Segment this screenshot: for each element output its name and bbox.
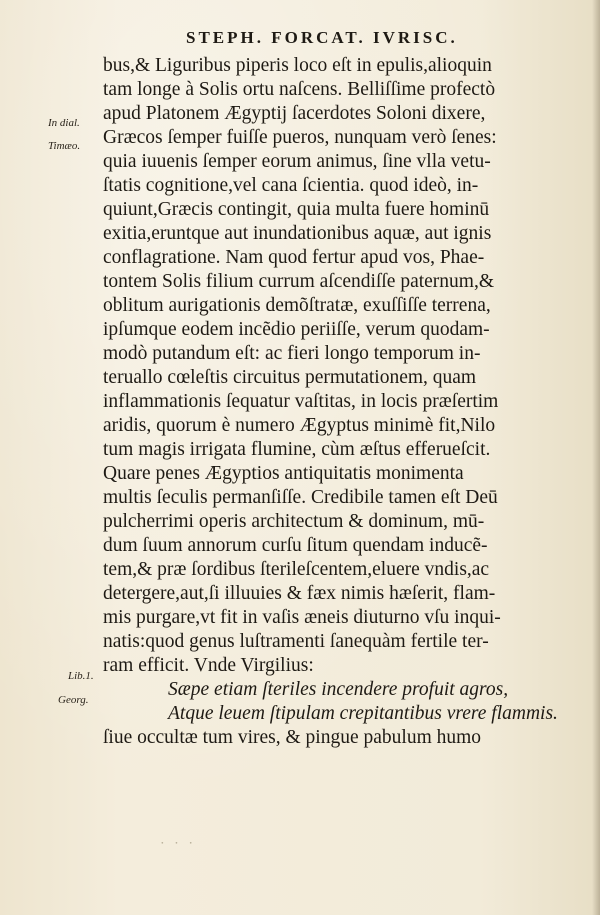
- text-line: quia iuuenis ſemper eorum animus, ſine vlla vetu-: [103, 151, 491, 172]
- text-line: tum magis irrigata flumine, cùm æſtus efferueſcit.: [103, 439, 491, 460]
- text-line: dum ſuum annorum curſu ſitum quendam inducẽ-: [103, 535, 488, 556]
- text-line: ram efficit. Vnde Virgilius:: [103, 655, 314, 676]
- text-line: detergere,aut,ſi illuuies & fæx nimis hæſerit, flam-: [103, 583, 496, 604]
- page-edge-shadow: [592, 0, 600, 915]
- margin-note: In dial.: [48, 117, 80, 129]
- show-through-marks: · · ·: [160, 834, 196, 849]
- text-line: exitia,eruntque aut inundationibus aquæ, aut ignis: [103, 223, 492, 244]
- text-line: quiunt,Græcis contingit, quia multa fuere hominū: [103, 199, 490, 220]
- text-line: modò putandum eſt: ac fieri longo temporum in-: [103, 343, 481, 364]
- text-line: aridis, quorum è numero Ægyptus minimè fit,Nilo: [103, 415, 496, 436]
- text-line: tontem Solis filium currum aſcendiſſe paternum,&: [103, 271, 494, 292]
- verse-line: Atque leuem ſtipulam crepitantibus vrere flammis.: [168, 703, 558, 724]
- running-header: STEPH. FORCAT. IVRISC.: [186, 28, 458, 47]
- margin-note: Georg.: [58, 694, 89, 706]
- margin-note: Timæo.: [48, 140, 81, 152]
- text-line: pulcherrimi operis architectum & dominum, mū-: [103, 511, 485, 532]
- text-line: conflagratione. Nam quod fertur apud vos, Phae-: [103, 247, 485, 268]
- verse-line: Sæpe etiam ſteriles incendere profuit agros,: [168, 679, 509, 700]
- text-line: Græcos ſemper fuiſſe pueros, nunquam verò ſenes:: [103, 127, 497, 148]
- text-line: ſiue occultæ tum vires, & pingue pabulum humo: [103, 727, 482, 748]
- text-line: tem,& præ ſordibus ſterileſcentem,eluere vndis,ac: [103, 559, 490, 580]
- text-line: bus,& Liguribus piperis loco eſt in epulis,alioquin: [103, 55, 492, 76]
- text-line: Quare penes Ægyptios antiquitatis monimenta: [103, 463, 464, 484]
- text-line: tam longe à Solis ortu naſcens. Belliſſime profectò: [103, 79, 496, 100]
- text-line: ſtatis cognitione,vel cana ſcientia. quod ideò, in-: [103, 175, 479, 196]
- text-line: multis ſeculis permanſiſſe. Credibile tamen eſt Deū: [103, 487, 498, 508]
- text-line: oblitum aurigationis demõſtratæ, exuſſiſſe terrena,: [103, 295, 491, 316]
- text-line: natis:quod genus luſtramenti ſanequàm fertile ter-: [103, 631, 489, 652]
- text-line: mis purgare,vt fit in vaſis æneis diuturno vſu inqui-: [103, 607, 501, 628]
- main-text-block: [103, 54, 573, 750]
- margin-note: Lib.1.: [68, 670, 94, 682]
- text-line: teruallo cœleſtis circuitus permutationem, quam: [103, 367, 477, 388]
- text-line: apud Platonem Ægyptij ſacerdotes Soloni dixere,: [103, 103, 486, 124]
- text-line: ipſumque eodem incẽdio periiſſe, verum quodam-: [103, 319, 490, 340]
- text-line: inflammationis ſequatur vaſtitas, in locis præſertim: [103, 391, 499, 412]
